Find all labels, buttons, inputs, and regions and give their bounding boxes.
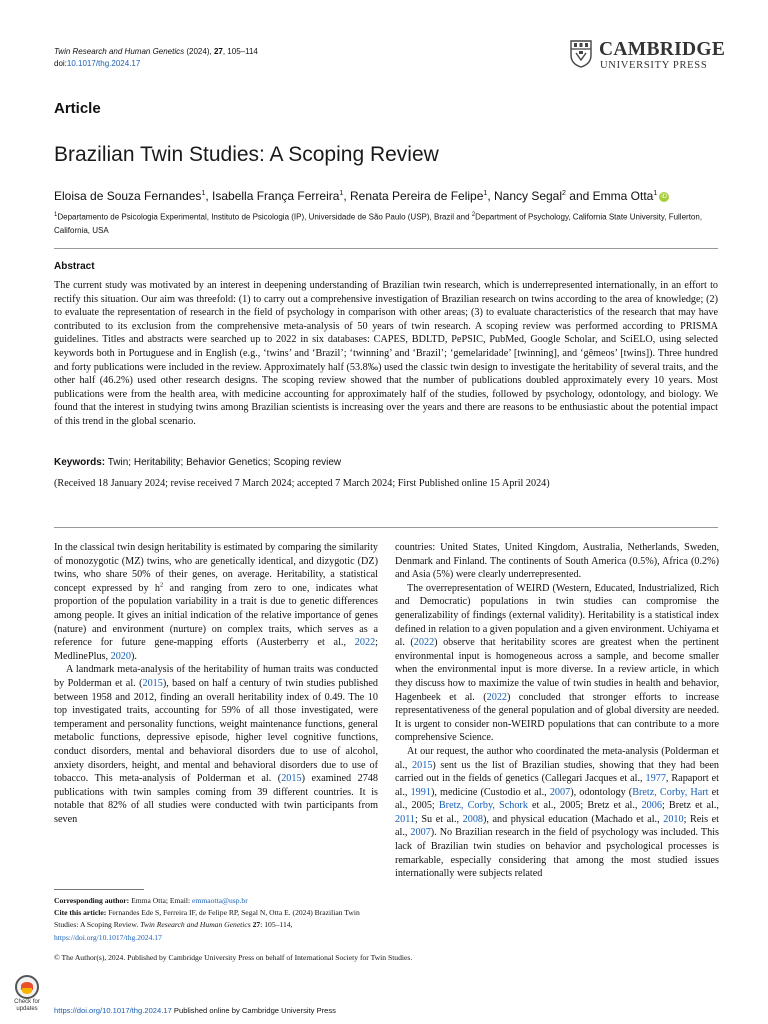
text-run: ; Bretz et al.,	[661, 800, 719, 812]
citation-link[interactable]: 2015	[142, 677, 163, 689]
journal-volume: 27	[213, 47, 223, 56]
text-run: ), based on half a century of twin studies published between 1958 and 2012, finding an overall heritability index of 0.49. The 10 top investigated traits, accounting for 59% of all those investigated, were temperament and personality functions, weight maintenance functions, general metabolic functions, depressive episode, higher level cognitive functions, conduct disorders, mental and behavioral disorders due to use of alcohol, anxiety disorders, height, and mental and behavioral disorders due to use of tobacco. This meta-analysis of Polderman et al. (	[54, 677, 378, 785]
text-run: ; MedlinePlus,	[54, 637, 378, 662]
citation-link[interactable]: 2011	[395, 813, 415, 825]
citation-link[interactable]: 2022	[413, 637, 435, 649]
keywords	[54, 457, 341, 468]
text-run: and ranging from zero to one, indicates what proportion of the population variability in a trait is due to genetic differences among people. It gives an initial indication of the relative importance of genes (nature) and environment (nurture) on complex traits, which serves as a reference for future gene-mapping efforts (Austerberry et al.,	[54, 582, 378, 649]
cite-journal: Twin Research and Human Genetics	[140, 920, 251, 930]
footnote	[54, 895, 378, 944]
citation-link[interactable]: 2015	[412, 759, 433, 771]
affiliation-text: Department of Psychology, California State University, Fullerton, California, USA	[54, 212, 703, 235]
author-list	[54, 189, 669, 203]
article-type: Article	[54, 100, 101, 117]
divider	[54, 248, 718, 249]
abstract-heading: Abstract	[54, 261, 95, 272]
body-paragraph	[54, 663, 378, 826]
body-column-left	[54, 541, 378, 881]
text-run: ) observe that heritability scores are greatest when the pertinent environmental input is homogeneous across a sample, and become smaller when the environmental input is more diverse. In a review article, in which they discuss how to maximize the value of twin studies in health and behavior, Hagenbeek et al. (	[395, 637, 719, 703]
badge-label-line1: Check for	[14, 999, 40, 1005]
text-run: ; Su et al.,	[415, 813, 463, 825]
badge-label-line2: updates	[16, 1006, 38, 1012]
text-run: ). No Brazilian research in the field of psychology was included. This lack of Brazilian twin studies on behavior and psychological processes is remarkable, especially considering that among the most studied issues internationally were subjects related	[395, 827, 719, 880]
email-link[interactable]: emmaotta@usp.br	[192, 896, 248, 905]
keywords-label: Keywords:	[54, 457, 106, 468]
author-separator: ,	[205, 189, 213, 203]
publisher-name-line2: UNIVERSITY PRESS	[600, 60, 708, 71]
abstract-text: The current study was motivated by an interest in deepening understanding of Brazilian twin research, which is underrepresented internationally, in an effort to rectify this situation. Our aim was threefold: (1) to carry out a comprehensive investigation of Brazilian research on twins according to the area of knowledge; (2) to evaluate the representation of research in the field of psychology in comparison with other areas; (3) to evaluate characteristics of the research that may have contributed to its exclusion from the comprehensive meta-analysis of 50 years of twin research. A scoping review was performed according to PRISMA guidelines. Titles and abstracts were searched up to 2022 in six databases: CAPES, BDLTD, PePSIC, PubMed, Google Scholar, and SciELO, using selected keywords both in Portuguese and in English (e.g., ‘twins’ and ‘Brazil’; ‘twinning’ and ‘Brazil’; ‘gemelaridade’ [twinning], and ‘gêmeos’ [twins]). Three hundred and forty publications were included in the review. Approximately half (53.8‰) used the classic twin design to investigate the heritability of several traits, and the other half (46.2%) used other research designs. The scoping review showed that the number of publications doubled approximately every 10 years. Most publications were from the health area, with medicine accounting for approximately half of the studies, followed by psychology, odontology, and biology. We found that the interest in studying twins among Brazilian scientists is increasing over the years and there are reasons to be enthusiastic about the potential impact of this trend in the global scenario.	[54, 280, 718, 427]
text-run: ), medicine (Custodio et al.,	[430, 786, 550, 798]
citation-link[interactable]: 2020	[110, 650, 131, 662]
publisher-logo	[570, 39, 726, 74]
body-paragraph	[395, 582, 719, 745]
published-online-text: Published online by Cambridge University Press	[171, 1006, 336, 1015]
cite-label: Cite this article:	[54, 908, 107, 918]
doi-link[interactable]: 10.1017/thg.2024.17	[66, 59, 141, 68]
superscript: 2	[160, 581, 164, 589]
author-affiliation-mark: 1	[653, 190, 658, 197]
check-for-updates-icon	[15, 975, 39, 999]
text-run: The overrepresentation of WEIRD (Western, Educated, Industrialized, Rich and Democratic) populations in twin studies can compromise the generalizability of findings (external validity). Heritability is a statistical index defined in relation to a given population and a given environment. Uchiyama et al. (	[395, 582, 719, 649]
author-name[interactable]: Nancy Segal	[493, 189, 563, 203]
citation-link[interactable]: 2008	[462, 813, 483, 825]
text-run: A landmark meta-analysis of the heritability of human traits was conducted by Polderman et al. (	[54, 664, 378, 689]
text-run: ) examined 2748 publications with twin samples coming from 39 different countries. It is notable that 82% of all studies were conducted with twin participants from seven	[54, 773, 379, 825]
corresponding-text: Emma Otta; Email:	[129, 896, 193, 905]
text-run: ), and physical education (Machado et al.,	[483, 813, 664, 825]
footnote-divider	[54, 889, 144, 890]
author-separator: and	[565, 189, 593, 203]
cite-this-article	[54, 907, 378, 944]
cite-text: Fernandes Ede S, Ferreira IF, de Felipe RP, Segal N, Otta E. (2024) Brazilian Twin Studies: A Scoping Review.	[54, 908, 360, 930]
journal-info	[54, 46, 258, 58]
author-affiliation-mark: 1	[339, 190, 344, 197]
author-name[interactable]: Renata Pereira de Felipe	[349, 189, 484, 203]
body-paragraph	[54, 541, 378, 663]
journal-year: (2024),	[184, 47, 214, 56]
doi-prefix: doi:	[54, 59, 67, 68]
body-paragraph: countries: United States, United Kingdom, Australia, Netherlands, Sweden, Denmark and Finland. The continents of South America (0.5%), Africa (0.2%) and Asia (5%) were clearly underrepresented.	[395, 542, 719, 581]
citation-link[interactable]: Bretz, Corby, Schork	[438, 800, 528, 812]
text-run: In the classical twin design heritability is estimated by comparing the similarity of monozygotic (MZ) twins, who are genetically identical, and dizygotic (DZ) twins, who share 50% of their genes, on average. Heritability, a statistical concept expressed by h	[54, 542, 378, 594]
text-run: ) sent us the list of Brazilian studies, showing that they had been carried out in the fields of genetics (Callegari Jacques et al.,	[395, 759, 720, 785]
published-online-line	[54, 1006, 336, 1015]
text-run: , Rapaport et al.,	[395, 773, 719, 798]
text-run: ), odontology (	[570, 786, 633, 798]
author-affiliation-mark: 1	[483, 190, 488, 197]
text-run: ) concluded that stronger efforts to increase representativeness of the general population and of global diversity are needed. It is urgent to consider non-WEIRD populations that can contribute to a more comprehensive Science.	[395, 691, 719, 744]
author-separator: ,	[343, 189, 350, 203]
citation-link[interactable]: 2007	[410, 827, 431, 839]
affiliation-number: 2	[471, 212, 476, 218]
citation-link[interactable]: 1991	[410, 786, 431, 798]
doi-link[interactable]: https://doi.org/10.1017/thg.2024.17	[54, 932, 162, 942]
text-run: ; Reis et al.,	[395, 813, 720, 839]
cite-volume: 27	[250, 920, 261, 930]
keywords-text: Twin; Heritability; Behavior Genetics; Scoping review	[105, 457, 342, 468]
journal-doi	[54, 58, 258, 70]
cite-pages: : 105–114,	[260, 920, 293, 930]
body-paragraph	[395, 745, 719, 881]
publisher-name-line1: CAMBRIDGE	[599, 39, 726, 60]
citation-link[interactable]: 2015	[281, 773, 302, 785]
page-title: Brazilian Twin Studies: A Scoping Review	[54, 143, 439, 166]
orcid-icon[interactable]: iD	[659, 192, 669, 202]
text-run: At our request, the author who coordinated the meta-analysis (Polderman et al.,	[395, 745, 719, 771]
journal-citation	[54, 46, 258, 70]
author-affiliation-mark: 2	[562, 190, 566, 197]
affiliation-text: Departamento de Psicologia Experimental, Instituto de Psicologia (IP), Universidade de São Paulo (USP), Brazil and	[57, 212, 472, 222]
text-run: ).	[130, 650, 137, 662]
citation-link[interactable]: 2006	[641, 800, 662, 812]
author-affiliation-mark: 1	[201, 190, 206, 197]
check-for-updates-button[interactable]	[10, 975, 44, 1015]
author-separator: ,	[487, 189, 494, 203]
received-dates: (Received 18 January 2024; revise received 7 March 2024; accepted 7 March 2024; First Published online 15 April 2024)	[54, 478, 550, 489]
affiliations	[54, 209, 718, 237]
body-column-right	[395, 541, 719, 881]
journal-name: Twin Research and Human Genetics	[54, 47, 185, 56]
affiliation-number: 1	[54, 212, 58, 218]
citation-link[interactable]: 2022	[486, 691, 508, 703]
corresponding-label: Corresponding author:	[54, 896, 130, 905]
text-run: et al., 2005;	[395, 786, 719, 812]
badge-label	[10, 999, 44, 1013]
corresponding-author	[54, 895, 378, 907]
author-name[interactable]: Isabella França Ferreira	[212, 189, 340, 203]
copyright-notice: © The Author(s), 2024. Published by Cambridge University Press on behalf of International Society for Twin Studies.	[54, 953, 413, 962]
cambridge-shield-icon	[570, 40, 592, 68]
citation-link[interactable]: 1977	[645, 773, 666, 785]
text-run: et al., 2005; Bretz et al.,	[527, 800, 642, 812]
author-name[interactable]: Emma Otta	[592, 189, 654, 203]
author-name[interactable]: Eloisa de Souza Fernandes	[54, 189, 202, 203]
citation-link[interactable]: Bretz, Corby, Hart	[632, 786, 709, 798]
citation-link[interactable]: 2007	[549, 786, 571, 798]
doi-link[interactable]: https://doi.org/10.1017/thg.2024.17	[54, 1006, 172, 1015]
citation-link[interactable]: 2022	[354, 637, 376, 649]
citation-link[interactable]: 2010	[663, 813, 684, 825]
journal-pages: , 105–114	[222, 47, 258, 56]
divider	[54, 527, 718, 528]
